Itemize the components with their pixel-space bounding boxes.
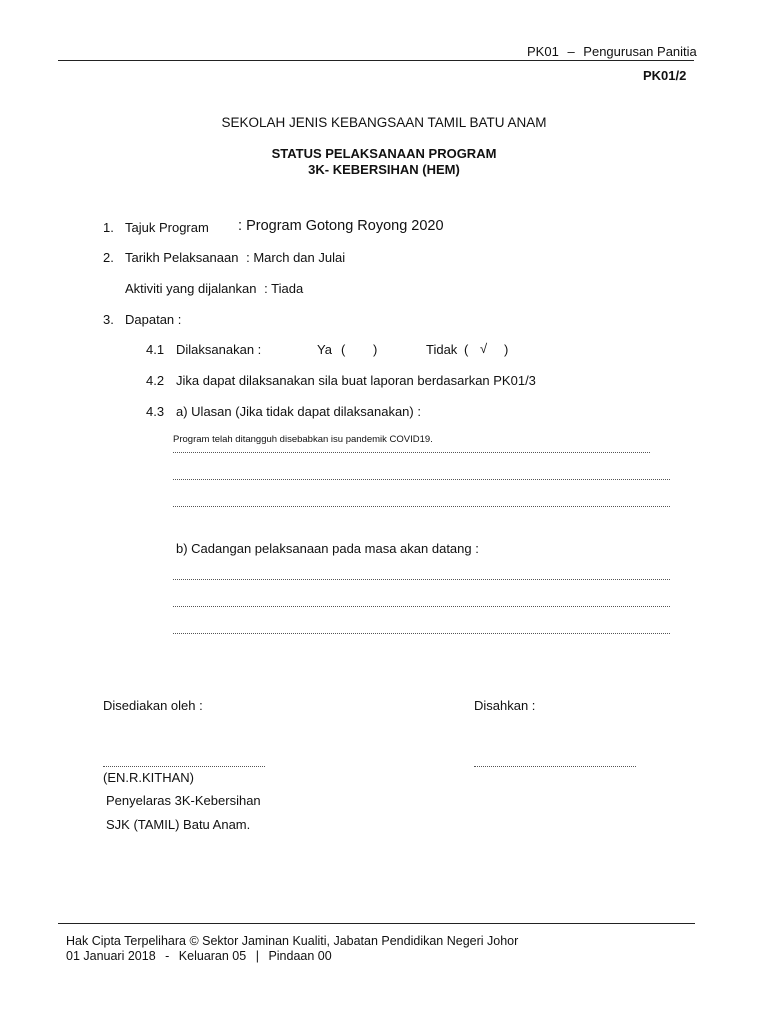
ya-label: Ya [317, 342, 332, 357]
footer-version [66, 949, 332, 963]
f42-number: 4.2 [146, 373, 165, 388]
header-separator: – [567, 44, 575, 59]
footer-issue: Keluaran 05 [178, 949, 247, 963]
ulasan-line-3 [173, 506, 670, 507]
preparer-school: SJK (TAMIL) Batu Anam. [106, 817, 251, 832]
prepared-by-label: Disediakan oleh : [103, 698, 203, 713]
item2-row [125, 250, 345, 265]
program-title: Program Gotong Royong 2020 [246, 218, 444, 234]
item2-separator: : [246, 250, 250, 265]
implementation-date: March dan Julai [253, 250, 346, 265]
activities-separator: : [264, 281, 268, 296]
f41-number: 4.1 [146, 342, 165, 357]
findings-label: Dapatan : [125, 312, 182, 327]
cadangan-line-2 [173, 606, 670, 607]
school-name: SEKOLAH JENIS KEBANGSAAN TAMIL BATU ANAM [221, 115, 547, 130]
header-label [527, 44, 697, 59]
activities-value: Tiada [271, 281, 304, 296]
activities-row [125, 281, 303, 296]
ulasan-line-2 [173, 479, 670, 480]
f42-text: Jika dapat dilaksanakan sila buat laporan berdasarkan PK01/3 [176, 373, 536, 388]
item1-separator: : [238, 218, 243, 234]
item1-number: 1. [103, 220, 114, 235]
activities-label: Aktiviti yang dijalankan [125, 281, 257, 296]
form-subtitle: 3K- KEBERSIHAN (HEM) [308, 162, 460, 177]
f41-label: Dilaksanakan : [176, 342, 262, 357]
tidak-label: Tidak [426, 342, 458, 357]
header-rule [58, 60, 694, 61]
footer-copyright: Hak Cipta Terpelihara © Sektor Jaminan Kualiti, Jabatan Pendidikan Negeri Johor [66, 934, 519, 948]
item2-number: 2. [103, 250, 114, 265]
header-committee: Pengurusan Panitia [583, 44, 697, 59]
item1-value-row [238, 218, 444, 234]
footer-date: 01 Januari 2018 [66, 949, 156, 963]
ya-open-paren: ( [341, 342, 346, 357]
preparer-name: (EN.R.KITHAN) [103, 770, 194, 785]
footer-revision: Pindaan 00 [268, 949, 332, 963]
ya-close-paren: ) [373, 342, 378, 357]
f43-number: 4.3 [146, 404, 165, 419]
cadangan-line-1 [173, 579, 670, 580]
form-number: PK01/2 [643, 68, 687, 83]
header-code: PK01 [527, 44, 559, 59]
preparer-position: Penyelaras 3K-Kebersihan [106, 793, 261, 808]
prepared-signature-line [103, 766, 265, 767]
ulasan-line-1 [173, 452, 650, 453]
ulasan-text[interactable]: Program telah ditangguh disebabkan isu pandemik COVID19. [173, 434, 433, 445]
item2-label: Tarikh Pelaksanaan [125, 250, 239, 265]
item3-number: 3. [103, 312, 114, 327]
approved-by-label: Disahkan : [474, 698, 536, 713]
footer-pipe: | [255, 949, 259, 963]
item1-label: Tajuk Program [125, 220, 209, 235]
approved-signature-line [474, 766, 636, 767]
ulasan-label: a) Ulasan (Jika tidak dapat dilaksanakan) : [176, 404, 421, 419]
tidak-open-paren: ( [464, 342, 469, 357]
form-title: STATUS PELAKSANAAN PROGRAM [271, 146, 497, 161]
tidak-check-icon[interactable]: √ [480, 341, 488, 356]
cadangan-line-3 [173, 633, 670, 634]
cadangan-label: b) Cadangan pelaksanaan pada masa akan datang : [176, 541, 479, 556]
footer-rule [58, 923, 695, 924]
footer-dash: - [165, 949, 170, 963]
tidak-close-paren: ) [504, 342, 509, 357]
